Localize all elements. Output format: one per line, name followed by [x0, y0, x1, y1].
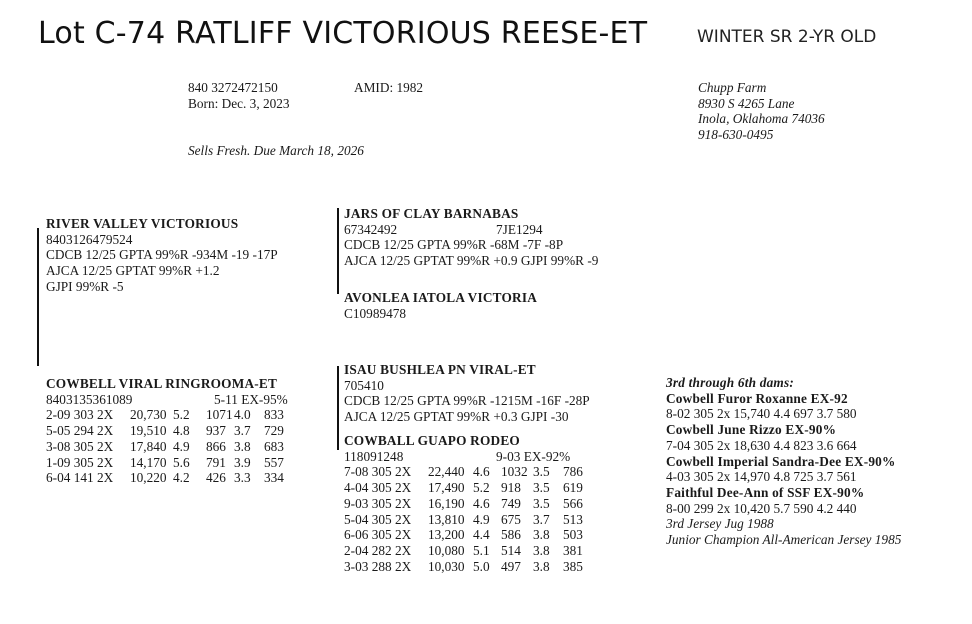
dam-dam-score: 9-03 EX-92%	[496, 448, 571, 464]
sire-sire-registration: 67342492	[344, 221, 398, 237]
further-dam-record: 8-00 299 2x 10,420 5.7 590 4.2 440	[666, 500, 857, 516]
sire-line: CDCB 12/25 GPTA 99%R -934M -19 -17P	[46, 247, 278, 263]
record-cell: 13,810	[428, 511, 465, 527]
record-row	[46, 407, 294, 423]
dam-sire-name: ISAU BUSHLEA PN VIRAL-ET	[344, 362, 536, 377]
record-cell: 5-05 294 2X	[46, 423, 114, 439]
further-dam-name: Faithful Dee-Ann of SSF EX-90%	[666, 484, 865, 500]
sire-sire-block	[344, 206, 598, 269]
record-cell: 1-09 305 2X	[46, 454, 114, 470]
further-dams-note: Junior Champion All-American Jersey 1985	[666, 532, 902, 548]
record-cell: 381	[563, 542, 583, 558]
birth-date: Born: Dec. 3, 2023	[188, 95, 290, 111]
record-cell: 683	[264, 438, 284, 454]
dam-registration: 8403135361089	[46, 391, 133, 407]
amid: AMID: 1982	[354, 80, 424, 95]
record-cell: 566	[563, 495, 583, 511]
record-cell: 3-03 288 2X	[344, 558, 412, 574]
dam-records	[46, 407, 294, 486]
record-cell: 3.9	[234, 454, 251, 470]
record-cell: 3.8	[234, 438, 251, 454]
sire-line: GJPI 99%R -5	[46, 278, 124, 294]
sire-block	[46, 216, 278, 295]
record-cell: 586	[501, 527, 521, 543]
dam-sire-block	[344, 362, 590, 425]
record-cell: 3.7	[234, 423, 251, 439]
record-cell: 10,080	[428, 542, 465, 558]
record-row	[344, 559, 593, 575]
record-cell: 334	[264, 470, 284, 486]
lot-title: Lot C-74 RATLIFF VICTORIOUS REESE-ET	[38, 16, 648, 51]
further-dam-name: Cowbell June Rizzo EX-90%	[666, 422, 837, 438]
further-dam-name: Cowbell Furor Roxanne EX-92	[666, 390, 848, 406]
record-cell: 5.1	[473, 542, 490, 558]
record-cell: 3.8	[533, 558, 550, 574]
record-cell: 3.3	[234, 470, 251, 486]
further-dams-heading: 3rd through 6th dams:	[666, 375, 794, 390]
record-cell: 426	[206, 470, 226, 486]
record-cell: 1032	[501, 464, 528, 480]
record-cell: 9-03 305 2X	[344, 495, 412, 511]
record-cell: 1071	[206, 407, 233, 423]
further-dam-record: 8-02 305 2x 15,740 4.4 697 3.7 580	[666, 406, 857, 422]
sire-sire-line: AJCA 12/25 GPTAT 99%R +0.9 GJPI 99%R -9	[344, 253, 599, 269]
dam-sire-line: AJCA 12/25 GPTAT 99%R +0.3 GJPI -30	[344, 409, 569, 425]
dam-dam-registration: 118091248	[344, 448, 404, 464]
sire-sire-line: CDCB 12/25 GPTA 99%R -68M -7F -8P	[344, 237, 564, 253]
record-cell: 6-06 305 2X	[344, 527, 412, 543]
record-cell: 503	[563, 527, 583, 543]
consignor-address-1: 8930 S 4265 Lane	[698, 95, 795, 111]
further-dam-record: 4-03 305 2x 14,970 4.8 725 3.7 561	[666, 469, 857, 485]
record-row	[46, 439, 294, 455]
record-cell: 13,200	[428, 527, 465, 543]
record-cell: 2-04 282 2X	[344, 542, 412, 558]
dam-dam-name: COWBALL GUAPO RODEO	[344, 433, 520, 448]
further-dams-note: 3rd Jersey Jug 1988	[666, 516, 774, 532]
record-cell: 4.2	[173, 470, 190, 486]
record-cell: 937	[206, 423, 226, 439]
dam-dam-block	[344, 433, 593, 574]
record-cell: 5.0	[473, 558, 490, 574]
sire-dam-registration: C10989478	[344, 305, 407, 321]
further-dams-block	[666, 375, 901, 548]
record-cell: 6-04 141 2X	[46, 470, 114, 486]
consignor-phone: 918-630-0495	[698, 127, 774, 143]
record-cell: 3.5	[533, 464, 550, 480]
record-cell: 4.9	[173, 438, 190, 454]
dam-sire-registration: 705410	[344, 377, 384, 393]
record-cell: 17,490	[428, 480, 465, 496]
dam-sire-line: CDCB 12/25 GPTA 99%R -1215M -16F -28P	[344, 393, 590, 409]
record-cell: 17,840	[130, 438, 167, 454]
record-cell: 4-04 305 2X	[344, 480, 412, 496]
record-cell: 866	[206, 438, 226, 454]
record-cell: 3.8	[533, 527, 550, 543]
dam-block	[46, 376, 294, 486]
record-cell: 20,730	[130, 407, 167, 423]
record-cell: 557	[264, 454, 284, 470]
record-cell: 786	[563, 464, 583, 480]
record-cell: 3.5	[533, 495, 550, 511]
pedigree-bracket-sire	[337, 208, 339, 294]
record-row	[344, 496, 593, 512]
record-cell: 4.8	[173, 423, 190, 439]
record-row	[46, 455, 294, 471]
record-cell: 19,510	[130, 423, 167, 439]
record-cell: 918	[501, 480, 521, 496]
record-row	[344, 464, 593, 480]
pedigree-bracket-dam	[337, 366, 339, 450]
record-cell: 10,220	[130, 470, 167, 486]
record-cell: 5-04 305 2X	[344, 511, 412, 527]
record-cell: 3.8	[533, 542, 550, 558]
record-cell: 4.6	[473, 495, 490, 511]
record-cell: 2-09 303 2X	[46, 407, 114, 423]
class-label: WINTER SR 2-YR OLD	[697, 27, 877, 47]
record-cell: 5.2	[473, 480, 490, 496]
record-cell: 497	[501, 558, 521, 574]
record-cell: 10,030	[428, 558, 465, 574]
consignor-block	[698, 80, 825, 143]
registration-number: 840 3272472150	[188, 80, 278, 95]
sire-line: AJCA 12/25 GPTAT 99%R +1.2	[46, 263, 220, 279]
sire-sire-registration-row	[344, 222, 598, 238]
record-row	[344, 527, 593, 543]
consignor-address-2: Inola, Oklahoma 74036	[698, 111, 825, 127]
record-row	[344, 512, 593, 528]
record-cell: 5.6	[173, 454, 190, 470]
record-cell: 22,440	[428, 464, 465, 480]
dam-name: COWBELL VIRAL RINGROOMA-ET	[46, 376, 278, 391]
animal-info	[188, 80, 290, 111]
record-cell: 3.7	[533, 511, 550, 527]
record-cell: 4.6	[473, 464, 490, 480]
record-cell: 791	[206, 454, 226, 470]
record-cell: 729	[264, 423, 284, 439]
record-cell: 619	[563, 480, 583, 496]
sells-note: Sells Fresh. Due March 18, 2026	[188, 143, 364, 158]
record-cell: 7-08 305 2X	[344, 464, 412, 480]
record-cell: 4.0	[234, 407, 251, 423]
record-cell: 3-08 305 2X	[46, 438, 114, 454]
record-cell: 4.4	[473, 527, 490, 543]
sire-sire-code: 7JE1294	[496, 221, 543, 237]
record-cell: 385	[563, 558, 583, 574]
record-cell: 675	[501, 511, 521, 527]
record-cell: 833	[264, 407, 284, 423]
record-cell: 749	[501, 495, 521, 511]
record-cell: 3.5	[533, 480, 550, 496]
record-cell: 513	[563, 511, 583, 527]
sire-dam-block	[344, 290, 537, 321]
sire-sire-name: JARS OF CLAY BARNABAS	[344, 206, 519, 221]
sire-name: RIVER VALLEY VICTORIOUS	[46, 216, 239, 231]
record-cell: 4.9	[473, 511, 490, 527]
record-row	[344, 480, 593, 496]
dam-registration-row	[46, 392, 294, 408]
record-cell: 514	[501, 542, 521, 558]
record-cell: 14,170	[130, 454, 167, 470]
pedigree-bracket-sire-dam	[37, 228, 39, 366]
record-cell: 16,190	[428, 495, 465, 511]
sire-dam-name: AVONLEA IATOLA VICTORIA	[344, 290, 538, 305]
dam-dam-registration-row	[344, 449, 593, 465]
record-row	[46, 423, 294, 439]
record-row	[344, 543, 593, 559]
record-cell: 5.2	[173, 407, 190, 423]
dam-dam-records	[344, 464, 593, 574]
dam-score: 5-11 EX-95%	[214, 391, 288, 407]
record-row	[46, 470, 294, 486]
sire-registration: 8403126479524	[46, 231, 133, 247]
further-dam-record: 7-04 305 2x 18,630 4.4 823 3.6 664	[666, 437, 857, 453]
further-dam-name: Cowbell Imperial Sandra-Dee EX-90%	[666, 453, 896, 469]
consignor-name: Chupp Farm	[698, 80, 767, 95]
